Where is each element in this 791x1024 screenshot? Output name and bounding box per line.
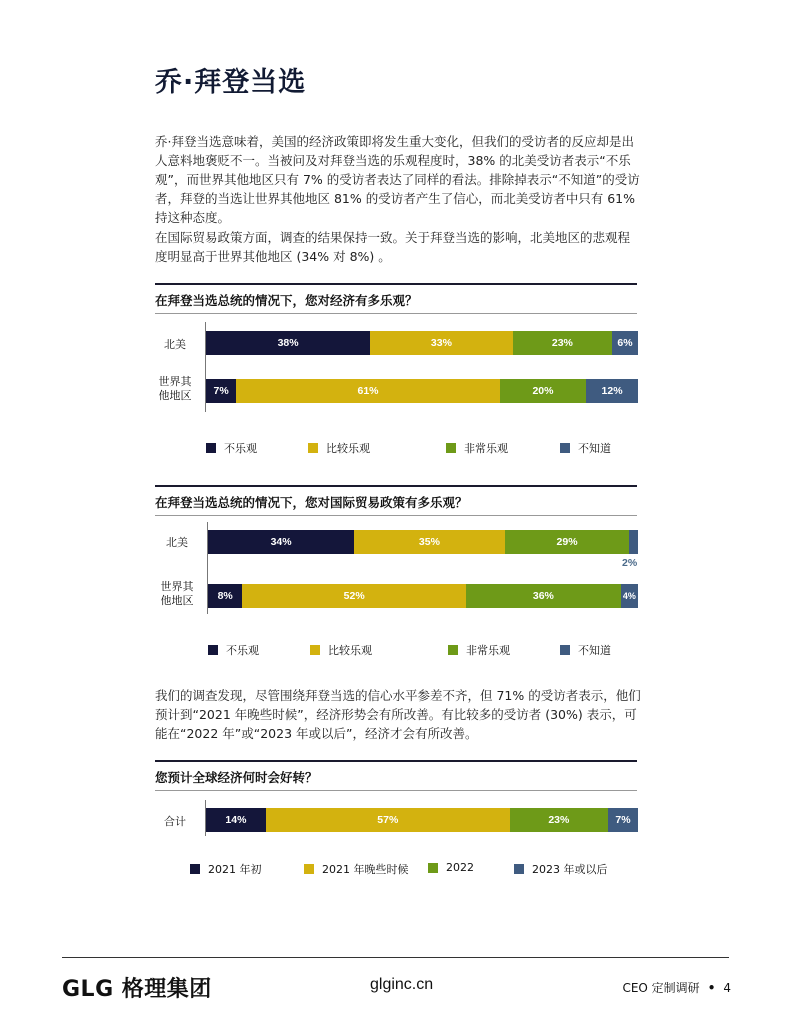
glg-logo: GLG 格理集团 — [62, 977, 212, 1002]
stacked-bar — [206, 808, 638, 832]
legend-swatch — [310, 645, 320, 655]
bar-segment — [612, 331, 638, 355]
legend-swatch — [560, 645, 570, 655]
legend-label: 不知道 — [578, 442, 611, 455]
footer-rule — [62, 957, 729, 958]
bar-segment — [354, 530, 505, 554]
legend-label: 2022 — [446, 861, 474, 874]
legend-swatch — [304, 864, 314, 874]
bar-segment — [505, 530, 630, 554]
data-label: 7% — [615, 814, 631, 826]
legend-swatch — [428, 863, 438, 873]
legend-item — [448, 642, 510, 658]
bar-segment — [500, 379, 586, 403]
data-label: 2% — [622, 557, 638, 569]
data-label: 6% — [617, 337, 633, 349]
stacked-bar — [208, 584, 638, 608]
stacked-bar — [208, 530, 638, 554]
bar-segment — [242, 584, 466, 608]
data-label: 36% — [532, 590, 554, 602]
legend-label: 比较乐观 — [328, 644, 372, 657]
bar-segment — [513, 331, 612, 355]
legend-item — [190, 861, 262, 877]
data-label: 52% — [343, 590, 365, 602]
legend-swatch — [208, 645, 218, 655]
data-label: 35% — [418, 536, 440, 548]
bar-segment — [206, 808, 266, 832]
legend-label: 2023 年或以后 — [532, 863, 608, 876]
website-link[interactable]: glginc.cn — [370, 976, 434, 993]
bar-segment — [208, 530, 354, 554]
data-label: 4% — [622, 591, 636, 601]
legend-item — [206, 440, 257, 456]
legend-item — [446, 440, 508, 456]
page-number: 4 — [723, 981, 731, 995]
legend-swatch — [560, 443, 570, 453]
legend-item — [208, 642, 259, 658]
legend-label: 2021 年晚些时候 — [322, 863, 409, 876]
legend-item — [304, 861, 409, 877]
data-label: 29% — [556, 536, 578, 548]
category-label: 合计 — [164, 815, 186, 828]
legend-swatch — [190, 864, 200, 874]
chart1-title: 在拜登当选总统的情况下，您对经济有多乐观？ — [155, 293, 418, 308]
legend-swatch — [446, 443, 456, 453]
bar-segment — [266, 808, 510, 832]
data-label: 38% — [277, 337, 299, 349]
legend-label: 不乐观 — [224, 442, 257, 455]
bar-segment — [466, 584, 621, 608]
legend-label: 2021 年初 — [208, 863, 262, 876]
chart2-top-rule — [155, 485, 637, 487]
stacked-bar — [206, 331, 638, 355]
bar-segment — [206, 379, 236, 403]
data-label: 61% — [357, 385, 379, 397]
data-label: 12% — [601, 385, 623, 397]
legend-item — [560, 642, 611, 658]
report-name: CEO 定制调研 — [622, 981, 700, 995]
data-label: 57% — [377, 814, 399, 826]
bar-segment — [510, 808, 608, 832]
legend-item — [428, 861, 474, 874]
legend-item — [308, 440, 370, 456]
data-label: 14% — [225, 814, 247, 826]
bar-segment — [608, 808, 638, 832]
chart3-title: 您预计全球经济何时会好转？ — [155, 770, 318, 785]
bar-segment — [236, 379, 500, 403]
legend-item — [310, 642, 372, 658]
data-label: 20% — [532, 385, 554, 397]
data-label: 23% — [548, 814, 570, 826]
bar-segment — [206, 331, 370, 355]
chart3-title-rule — [155, 790, 637, 791]
legend-swatch — [308, 443, 318, 453]
legend-swatch — [514, 864, 524, 874]
category-label: 世界其 他地区 — [160, 580, 194, 607]
bar-segment — [621, 584, 638, 608]
legend-swatch — [448, 645, 458, 655]
chart2-title: 在拜登当选总统的情况下，您对国际贸易政策有多乐观？ — [155, 495, 468, 510]
data-label: 8% — [217, 590, 233, 602]
category-label: 北美 — [164, 338, 186, 351]
outlook-paragraph: 我们的调查发现，尽管围绕拜登当选的信心水平参差不齐，但 71% 的受访者表示，他们预计到“2021 年晚些时候”，经济形势会有所改善。有比较多的受访者 (30%) 表示，可能在“2022 年”或“2023 年或以后”，经济才会有所改善。 — [155, 688, 641, 741]
chart2-title-rule — [155, 515, 637, 516]
legend-label: 非常乐观 — [466, 644, 510, 657]
trade-paragraph: 在国际贸易政策方面，调查的结果保持一致。关于拜登当选的影响，北美地区的悲观程度明显高于世界其他地区 (34% 对 8%) 。 — [155, 230, 631, 264]
bullet-separator: • — [707, 981, 716, 995]
stacked-bar — [206, 379, 638, 403]
data-label: 33% — [430, 337, 452, 349]
footer-right — [622, 979, 731, 996]
legend-label: 比较乐观 — [326, 442, 370, 455]
bar-segment — [208, 584, 242, 608]
intro-paragraph: 乔·拜登当选意味着，美国的经济政策即将发生重大变化，但我们的受访者的反应却是出人意料地褒贬不一。当被问及对拜登当选的乐观程度时，38% 的北美受访者表示“不乐观”，而世界其他地区只有 7% 的受访者表达了同样的看法。排除掉表示“不知道”的受访者，拜登的当选让世界其他地区 81% 的受访者产生了信心，而北美受访者中只有 61% 持这种态度。 — [155, 134, 640, 225]
bar-segment — [586, 379, 638, 403]
chart1-top-rule — [155, 283, 637, 285]
bar-segment — [629, 530, 638, 554]
legend-item — [514, 861, 608, 877]
data-label: 34% — [270, 536, 292, 548]
chart1-title-rule — [155, 313, 637, 314]
legend-label: 不乐观 — [226, 644, 259, 657]
legend-item — [560, 440, 611, 456]
page-title: 乔·拜登当选 — [155, 67, 307, 98]
category-label: 世界其 他地区 — [158, 375, 192, 402]
legend-swatch — [206, 443, 216, 453]
legend-label: 非常乐观 — [464, 442, 508, 455]
category-label: 北美 — [166, 536, 188, 549]
data-label: 23% — [551, 337, 573, 349]
bar-segment — [370, 331, 513, 355]
data-label: 7% — [213, 385, 229, 397]
legend-label: 不知道 — [578, 644, 611, 657]
chart3-top-rule — [155, 760, 637, 762]
